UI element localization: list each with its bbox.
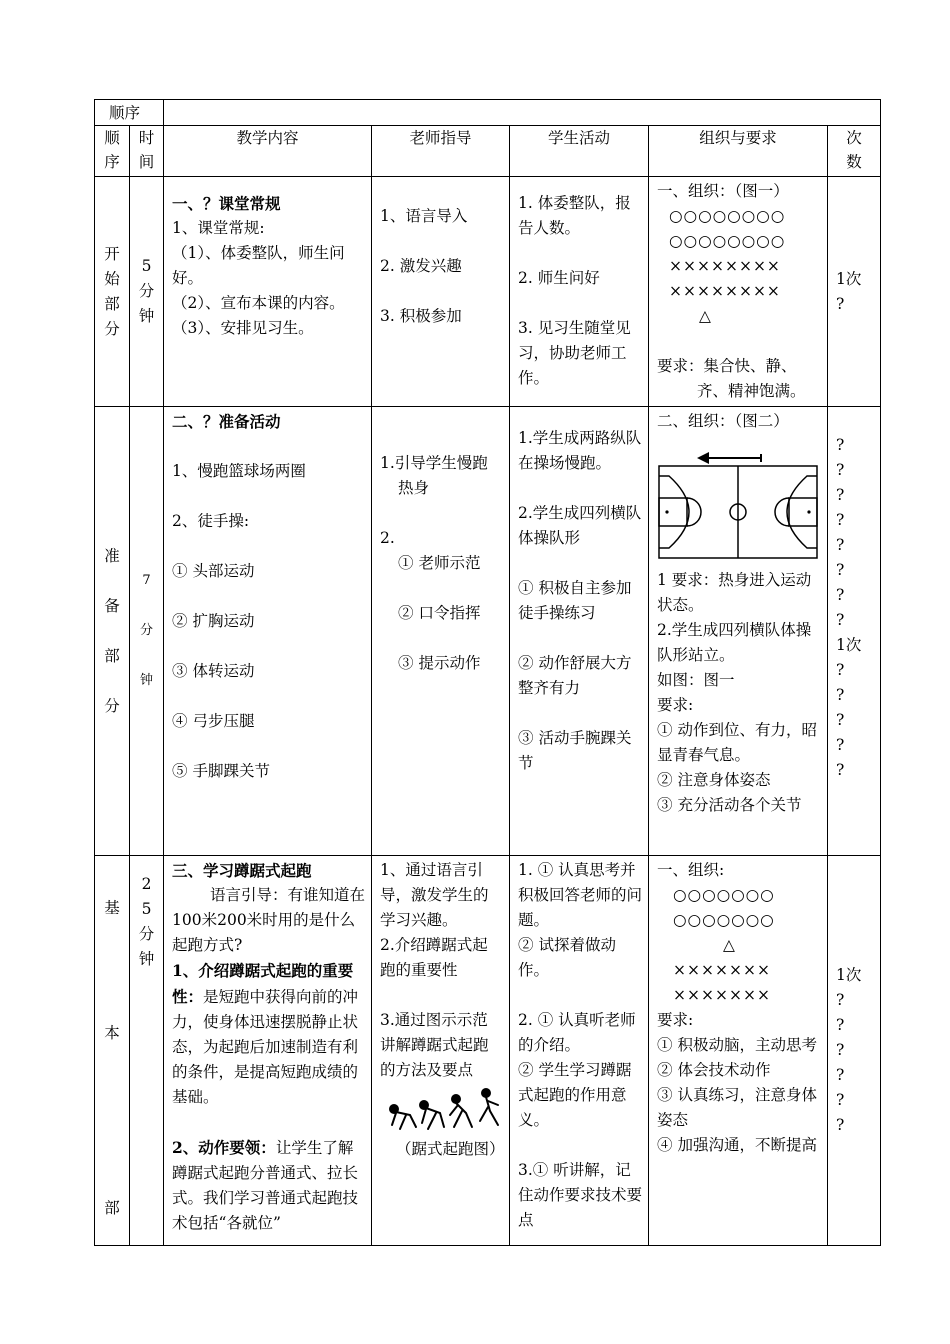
formation-row: ××××××× [673, 986, 771, 1004]
section-prep [95, 407, 881, 856]
student-line: ② 试探着做动作。 [518, 936, 616, 979]
org-requirement: 齐、精神饱满。 [697, 382, 806, 400]
content-line: ③ 体转运动 [172, 662, 255, 680]
teacher-cell [372, 177, 510, 407]
formation-row: ×××××××× [669, 257, 781, 275]
section-name: 准备部分 [95, 407, 130, 856]
content-paragraph: 语言引导：有谁知道在100米200米时用的是什么起跑方式? [172, 886, 366, 954]
student-line: 2. 师生问好 [518, 269, 600, 287]
header-time: 时间 [130, 126, 164, 177]
org-line: ③ 充分活动各个关节 [657, 796, 802, 814]
formation-row: ○○○○○○○ [673, 886, 775, 904]
student-line: 2.学生成四列横队体操队形 [518, 504, 642, 547]
org-line: ① 积极动脑，主动思考 [657, 1036, 817, 1054]
teacher-line: ② 口令指挥 [398, 604, 481, 622]
formation-row: ××××××× [673, 961, 771, 979]
student-cell [510, 407, 649, 856]
teacher-line: 热身 [398, 479, 430, 497]
header-org: 组织与要求 [649, 126, 828, 177]
section-name: 开始部分 [95, 177, 130, 407]
header-teacher: 老师指导 [372, 126, 510, 177]
section-time: 5分钟 [130, 177, 164, 407]
teacher-cell [372, 856, 510, 1246]
content-cell [164, 856, 372, 1246]
org-line: ① 动作到位、有力，昭显青春气息。 [657, 721, 817, 764]
content-line: （3）、安排见习生。 [172, 319, 314, 337]
lesson-plan-table [94, 99, 881, 1246]
teacher-line: ③ 提示动作 [398, 654, 481, 672]
teacher-line: ① 老师示范 [398, 554, 481, 572]
org-line: 要求: [657, 696, 694, 714]
org-line: 2.学生成四列横队体操队形站立。 [657, 621, 812, 664]
content-line: 1、慢跑篮球场两圈 [172, 462, 306, 480]
student-cell [510, 177, 649, 407]
teacher-line: 2. [380, 529, 395, 547]
formation-row: ×××××××× [669, 282, 781, 300]
teacher-line: 3.通过图示示范讲解蹲踞式起跑的方法及要点 [380, 1011, 489, 1079]
content-line: 2、徒手操: [172, 512, 250, 530]
count-cell: 1次 ? [828, 177, 881, 407]
count-cell: 1次 ? ? ? ? ? ? [828, 856, 881, 1246]
teacher-line: 1、语言导入 [380, 207, 468, 225]
content-line: （2）、宣布本课的内容。 [172, 294, 345, 312]
court-outline [659, 466, 817, 558]
teacher-line: 1、通过语言引导，激发学生的学习兴趣。 [380, 861, 489, 929]
formation-row: ○○○○○○○ [673, 911, 775, 929]
student-line: 1. 体委整队，报告人数。 [518, 194, 631, 237]
teacher-marker: △ [699, 307, 711, 325]
content-line: ② 扩胸运动 [172, 612, 255, 630]
org-line: ② 注意身体姿态 [657, 771, 771, 789]
student-line: ① 积极自主参加徒手操练习 [518, 579, 632, 622]
section-time: 2 5 分 钟 [130, 856, 164, 1246]
figure-caption: （踞式起跑图） [396, 1140, 505, 1158]
header-order: 顺序 [95, 126, 130, 177]
section-basic [95, 856, 881, 1246]
org-title: 一、组织: [657, 861, 725, 879]
teacher-line: 2.介绍蹲踞式起跑的重要性 [380, 936, 488, 979]
content-heading: 二、？准备活动 [172, 412, 281, 431]
student-line: ② 学生学习蹲踞式起跑的作用意义。 [518, 1061, 632, 1129]
basketball-court-diagram [657, 434, 819, 562]
teacher-cell [372, 407, 510, 856]
section-time: 7 分 钟 [130, 407, 164, 856]
student-line: 3. 见习生随堂见习，协助老师工作。 [518, 319, 631, 387]
student-line: 1. ① 认真思考并积极回答老师的问题。 [518, 861, 643, 929]
content-line: 1、课堂常规: [172, 219, 265, 237]
crouch-start-figure [382, 1087, 504, 1133]
org-line: ③ 认真练习，注意身体姿态 [657, 1086, 817, 1129]
org-line: 如图：图一 [657, 671, 735, 689]
student-line: 1.学生成两路纵队在操场慢跑。 [518, 429, 642, 472]
teacher-line: 2. 激发兴趣 [380, 257, 462, 275]
org-requirement: 要求：集合快、静、 [657, 357, 797, 375]
header-row [95, 126, 881, 177]
teacher-line: 1.引导学生慢跑 [380, 454, 488, 472]
content-heading: 三、学习蹲踞式起跑 [172, 861, 312, 880]
org-line: 1 要求：热身进入运动状态。 [657, 571, 812, 614]
org-line: ④ 加强沟通，不断提高 [657, 1136, 817, 1154]
teacher-marker: △ [723, 936, 735, 954]
student-cell [510, 856, 649, 1246]
header-student: 学生活动 [510, 126, 649, 177]
title-row [95, 100, 881, 126]
content-cell [164, 407, 372, 856]
content-cell [164, 177, 372, 407]
content-line: ④ 弓步压腿 [172, 712, 255, 730]
basket-dot [665, 510, 668, 513]
org-cell [649, 856, 828, 1246]
org-title: 二、组织：（图二） [657, 412, 789, 430]
section-name-char: 基 [104, 899, 120, 917]
teacher-line: 3. 积极参加 [380, 307, 462, 325]
org-cell [649, 407, 828, 856]
header-count: 次数 [828, 126, 881, 177]
content-paragraph: 1、介绍蹲踞式起跑的重要性：是短跑中获得向前的冲力，使身体迅速摆脱静止状态，为起跑后加速制造有利的条件，是提高短跑成绩的基础。 [172, 961, 359, 1106]
section-start [95, 177, 881, 407]
student-line: 2. ① 认真听老师的介绍。 [518, 1011, 636, 1054]
count-cell: ? ? ? ? ? ? ? ? 1次 ? ? ? ? ? [828, 407, 881, 856]
content-paragraph: 2、动作要领：让学生了解蹲踞式起跑分普通式、拉长式。我们学习普通式起跑技术包括“各就位” [172, 1138, 359, 1232]
student-line: 3.① 听讲解，记住动作要求技术要点 [518, 1161, 643, 1229]
content-line: ⑤ 手脚踝关节 [172, 762, 270, 780]
content-line: （1）、体委整队，师生问好。 [172, 244, 345, 287]
section-name-char: 本 [104, 1024, 120, 1042]
formation-row: ○○○○○○○○ [669, 232, 786, 250]
title-label: 顺序 [95, 100, 164, 126]
content-line: ① 头部运动 [172, 562, 255, 580]
org-line: ② 体会技术动作 [657, 1061, 771, 1079]
formation-row: ○○○○○○○○ [669, 207, 786, 225]
section-name [95, 856, 130, 1246]
student-line: ③ 活动手腕踝关节 [518, 729, 632, 772]
section-name-char: 部 [104, 1199, 120, 1217]
org-line: 要求: [657, 1011, 694, 1029]
student-line: ② 动作舒展大方整齐有力 [518, 654, 632, 697]
header-content: 教学内容 [164, 126, 372, 177]
org-title: 一、组织：（图一） [657, 182, 789, 200]
content-heading: 一、？课堂常规 [172, 194, 281, 213]
basket-dot [807, 510, 810, 513]
run-direction-arrow [697, 452, 761, 464]
org-cell [649, 177, 828, 407]
